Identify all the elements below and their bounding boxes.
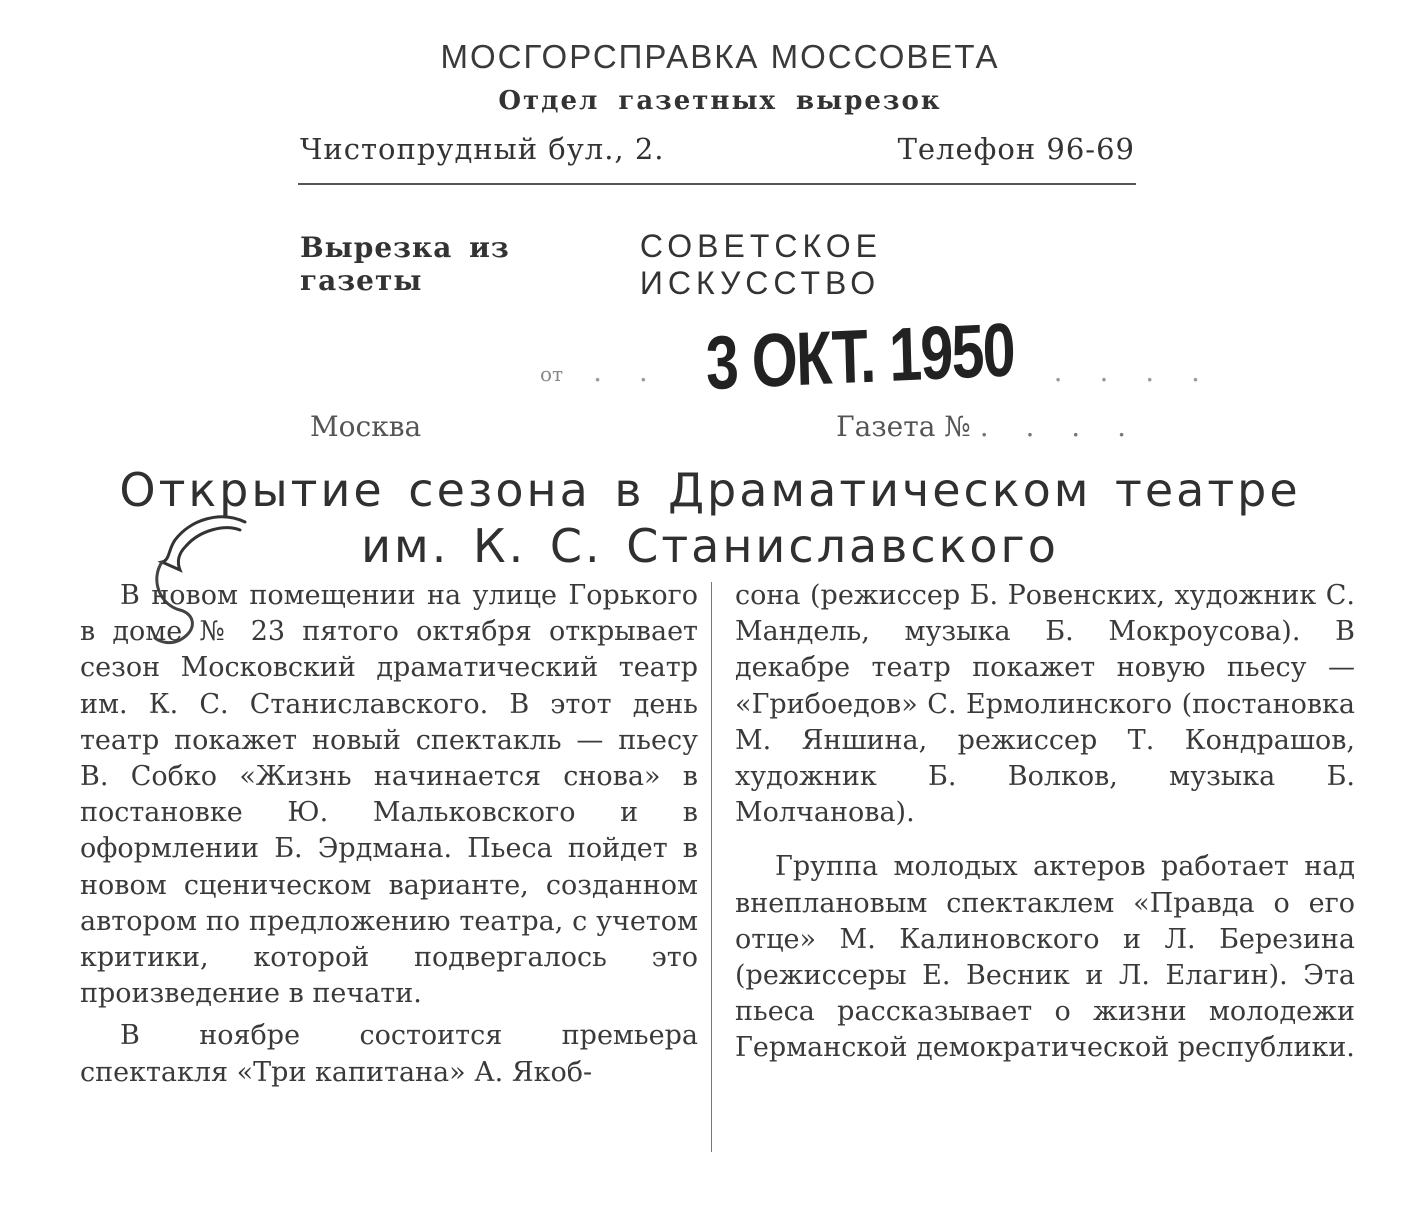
date-row: [540, 308, 1214, 406]
headline-line-2: им. К. С. Станиславского: [361, 519, 1059, 573]
headline-line-1: Открытие сезона в Драматическом театре: [119, 463, 1301, 517]
column-divider: [711, 582, 712, 1152]
date-trailing-dots: . . . .: [1053, 355, 1214, 388]
city-name: Москва: [310, 410, 422, 443]
article-column-right: [735, 578, 1355, 1067]
clipping-label: Вырезка из газеты: [300, 231, 510, 297]
paragraph: сона (режиссер Б. Ровенских, художник С. Мандель, музыка Б. Мокроусова). В декабре театр покажет новую пьесу — «Грибоедов» С. Ермолинского (постановка М. Яншина, режиссер Т. Кондрашов, художник Б. Волков, музыка Б. Молчанова).: [735, 580, 1355, 829]
phone-text: Телефон 96-69: [897, 132, 1135, 166]
gazeta-label: Газета №: [836, 410, 971, 443]
gazeta-field: [836, 410, 1140, 443]
clipping-source-line: [300, 228, 1135, 302]
contact-row: [300, 132, 1135, 166]
date-leader-dots: . .: [593, 355, 662, 388]
paragraph: Группа молодых актеров работает над внеплановым спектаклем «Правда о его отце» М. Калиновского и Л. Березина (режиссеры Е. Весник и Л. Елагин). Эта пьеса рассказывает о жизни молодежи Германской демократической республики.: [735, 851, 1355, 1064]
date-prefix: от: [540, 362, 564, 386]
paragraph: В новом помещении на улице Горького в доме № 23 пятого октября открывает сезон Московский драматический театр им. К. С. Станиславского. В этот день театр покажет новый спектакль — пьесу В. Собко «Жизнь начинается снова» в постановке Ю. Мальковского и в оформлении Б. Эрдмана. Пьеса пойдет в новом сценическом варианте, созданном автором по предложению театра, с учетом критики, которой подвергалось это произведение в печати.: [80, 580, 698, 1010]
article-column-left: [80, 578, 698, 1091]
date-stamp: 3 ОКТ. 1950: [704, 308, 1015, 406]
department-subtitle: Отдел газетных вырезок: [498, 86, 942, 116]
newspaper-name: СОВЕТСКОЕ ИСКУССТВО: [639, 228, 882, 301]
address-text: Чистопрудный бул., 2.: [300, 132, 665, 166]
gazeta-number: . . . .: [979, 410, 1140, 443]
city-row: [310, 410, 1140, 443]
paragraph: В ноябре состоится премьера спектакля «Три капитана» А. Якоб-: [80, 1020, 698, 1088]
header-divider: [298, 183, 1136, 185]
organization-title: МОСГОРСПРАВКА МОССОВЕТА: [440, 38, 1000, 75]
